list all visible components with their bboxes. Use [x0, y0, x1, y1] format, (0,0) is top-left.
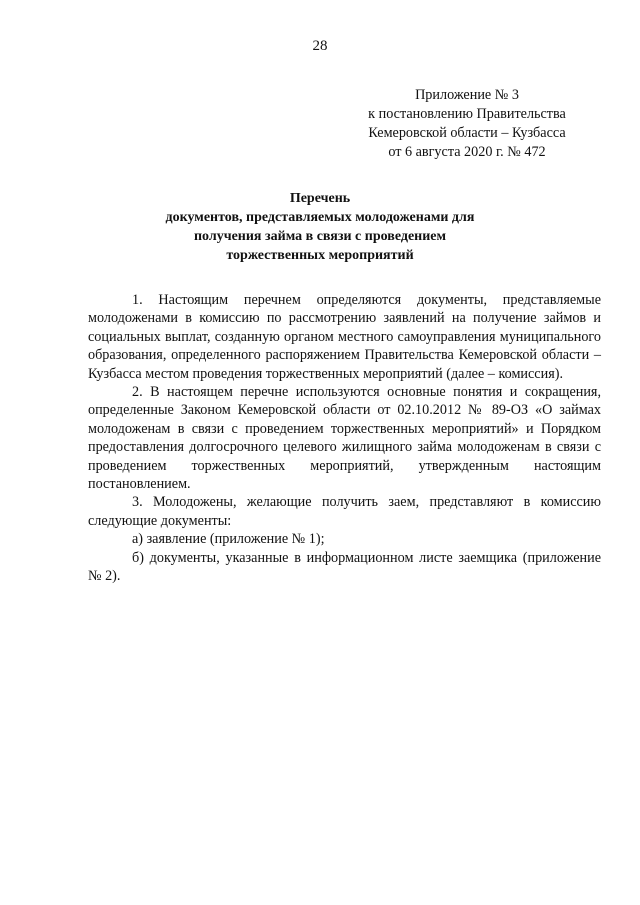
paragraph-3: 3. Молодожены, желающие получить заем, представляют в комиссию следующие документы:: [88, 494, 601, 529]
document-body: [88, 291, 601, 586]
appendix-block: [362, 86, 572, 162]
appendix-line-2: к постановлению Правительства: [368, 106, 566, 122]
title-line-1: Перечень: [289, 191, 351, 206]
title-line-3: получения займа в связи с проведением: [193, 229, 447, 244]
title-line-2: документов, представляемых молодоженами для: [165, 210, 475, 225]
appendix-line-3: Кемеровской области – Кузбасса: [368, 125, 566, 141]
page-number: 28: [312, 38, 328, 54]
paragraph-2: 2. В настоящем перечне используются основные понятия и сокращения, определенные Законом Кемеровской области от 02.10.2012 № 89-ОЗ «О займах молодоженам в связи с проведением торжественных мероприятий» и Порядком предоставления долгосрочного целевого жилищного займа молодоженам в связи с проведением торжественных мероприятий, утвержденным настоящим постановлением.: [88, 384, 601, 493]
list-item-a: а) заявление (приложение № 1);: [132, 531, 325, 548]
list-item-b: б) документы, указанные в информационном листе заемщика (приложение № 2).: [88, 549, 601, 585]
appendix-line-4: от 6 августа 2020 г. № 472: [388, 144, 546, 160]
title-line-4: торжественных мероприятий: [226, 248, 414, 263]
paragraph-1: 1. Настоящим перечнем определяются документы, представляемые молодоженами в комиссию по рассмотрению заявлений на получение займов и социальных выплат, созданную органом местного самоуправления муниципального образования, определенного распоряжением Правительства Кемеровской области – Кузбасса местом проведения торжественных мероприятий (далее – комиссия).: [88, 292, 601, 382]
appendix-line-1: Приложение № 3: [415, 87, 519, 103]
document-title: [150, 189, 490, 265]
